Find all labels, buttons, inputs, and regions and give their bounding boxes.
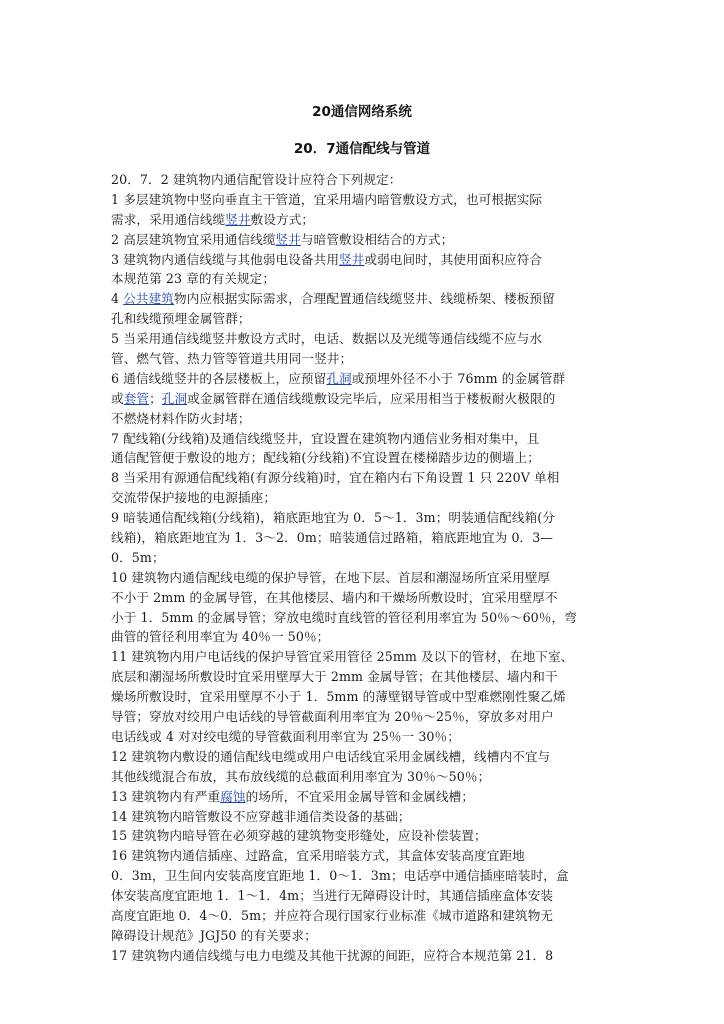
text-line xyxy=(111,508,619,528)
text-segment: 6 通信线缆竖井的各层楼板上，应预留 xyxy=(111,370,327,386)
text-line xyxy=(111,846,619,866)
text-segment: 16 建筑物内通信插座、过路盒，宜采用暗装方式，其盒体安装高度宜距地 xyxy=(111,848,525,864)
text-segment: 交流带保护接地的电源插座； xyxy=(111,490,277,506)
text-segment: 需求，采用通信线缆 xyxy=(111,211,226,227)
text-segment: 燥场所敷设时，宜采用壁厚不小于 1．5mm 的薄壁钢导管或中型难燃刚性聚乙烯 xyxy=(111,689,566,705)
text-segment: 11 建筑物内用户电话线的保护导管宜采用管径 25mm 及以下的管材，在地下室、 xyxy=(111,649,574,665)
text-segment: 的场所，不宜采用金属导管和金属线槽； xyxy=(245,788,475,804)
text-line xyxy=(111,687,619,707)
text-segment: 7 配线箱(分线箱)及通信线缆竖井，宜设置在建筑物内通信业务相对集中，且 xyxy=(111,430,540,446)
text-segment: 体安装高度宜距地 1．1～1．4m；当进行无障碍设计时，其通信插座盒体安装 xyxy=(111,888,554,904)
text-segment: 或预埋外径不小于 76mm 的金属管群 xyxy=(351,370,566,386)
text-segment: 不燃烧材料作防火封堵； xyxy=(111,410,251,426)
text-line xyxy=(111,329,619,349)
text-line xyxy=(111,946,619,966)
text-line xyxy=(111,448,619,468)
text-segment: 敷设方式； xyxy=(250,211,315,227)
text-segment: 管、燃气管、热力管等管道共用同一竖井； xyxy=(111,351,353,367)
keyword-link[interactable]: 竖井 xyxy=(225,211,251,227)
text-line xyxy=(111,190,619,210)
keyword-link[interactable]: 竖井 xyxy=(275,231,301,247)
text-line xyxy=(111,747,619,767)
text-line xyxy=(111,210,619,230)
text-segment: 9 暗装通信配线箱(分线箱)，箱底距地宜为 0．5～1．3m；明装通信配线箱(分 xyxy=(111,510,555,526)
text-segment: 或金属管群在通信线缆敷设完毕后，应采用相当于楼板耐火极限的 xyxy=(187,390,556,406)
text-line xyxy=(111,727,619,747)
text-line xyxy=(111,468,619,488)
text-line xyxy=(111,588,619,608)
text-segment: 本规范第 23 章的有关规定； xyxy=(111,271,276,287)
text-line xyxy=(111,269,619,289)
text-segment: 13 建筑物内有严重 xyxy=(111,788,221,804)
text-segment: 底层和潮湿场所敷设时宜采用壁厚大于 2mm 金属导管；在其他楼层、墙内和干 xyxy=(111,669,558,685)
text-line xyxy=(111,230,619,250)
document-body xyxy=(111,170,619,966)
text-segment: 与暗管敷设相结合的方式； xyxy=(300,231,454,247)
text-line xyxy=(111,309,619,329)
text-line xyxy=(111,667,619,687)
text-segment: 2 高层建筑物宜采用通信线缆 xyxy=(111,231,276,247)
text-segment: 高度宜距地 0．4～0．5m；并应符合现行国家行业标准《城市道路和建筑物无 xyxy=(111,907,554,923)
text-segment: 其他线缆混合布放，其布放线缆的总截面利用率宜为 30％～50％； xyxy=(111,768,491,784)
text-line xyxy=(111,707,619,727)
text-line xyxy=(111,409,619,429)
text-segment: 或弱电间时，其使用面积应符合 xyxy=(364,251,543,267)
text-line xyxy=(111,608,619,628)
text-segment: 1 多层建筑物中竖向垂直主干管道，宜采用墙内暗管敷设方式，也可根据实际 xyxy=(111,191,543,207)
text-line xyxy=(111,627,619,647)
keyword-link[interactable]: 腐蚀 xyxy=(220,788,246,804)
text-segment: ； xyxy=(149,390,162,406)
text-line xyxy=(111,170,619,190)
text-segment: 12 建筑物内敷设的通信配线电缆或用户电话线宜采用金属线槽，线槽内不宜与 xyxy=(111,748,551,764)
text-segment: 导管；穿放对绞用户电话线的导管截面利用率宜为 20％～25％，穿放多对用户 xyxy=(111,709,554,725)
text-segment: 3 建筑物内通信线缆与其他弱电设备共用 xyxy=(111,251,340,267)
text-segment: 14 建筑物内暗管敷设不应穿越非通信类设备的基础； xyxy=(111,808,411,824)
text-line xyxy=(111,349,619,369)
text-line xyxy=(111,866,619,886)
text-segment: 孔和线缆预埋金属管群； xyxy=(111,311,251,327)
text-segment: 4 xyxy=(111,291,124,307)
text-segment: 17 建筑物内通信线缆与电力电缆及其他干扰源的间距，应符合本规范第 21．8 xyxy=(111,947,554,963)
text-segment: 不小于 2mm 的金属导管，在其他楼层、墙内和干燥场所敷设时，宜采用壁厚不 xyxy=(111,589,558,605)
text-line xyxy=(111,289,619,309)
text-segment: 0．3m，卫生间内安装高度宜距地 1．0～1．3m；电话亭中通信插座暗装时，盒 xyxy=(111,868,569,884)
text-line xyxy=(111,926,619,946)
text-line xyxy=(111,548,619,568)
text-line xyxy=(111,807,619,827)
subsection-title: 20．7通信配线与管道 xyxy=(293,141,431,157)
text-line xyxy=(111,488,619,508)
text-line xyxy=(111,826,619,846)
text-line xyxy=(111,429,619,449)
text-line xyxy=(111,568,619,588)
text-segment: 8 当采用有源通信配线箱(有源分线箱)时，宜在箱内右下角设置 1 只 220V 单相 xyxy=(111,470,560,486)
text-line xyxy=(111,647,619,667)
text-line xyxy=(111,389,619,409)
text-line xyxy=(111,886,619,906)
text-segment: 线箱)，箱底距地宜为 1．3～2．0m；暗装通信过路箱，箱底距地宜为 0．3— xyxy=(111,530,554,546)
text-segment: 15 建筑物内暗导管在必须穿越的建筑物变形缝处，应设补偿装置； xyxy=(111,828,487,844)
text-line xyxy=(111,528,619,548)
text-line xyxy=(111,906,619,926)
text-segment: 20．7．2 建筑物内通信配管设计应符合下列规定： xyxy=(111,172,402,187)
text-line xyxy=(111,767,619,787)
text-segment: 10 建筑物内通信配线电缆的保护导管，在地下层、首层和潮湿场所宜采用壁厚 xyxy=(111,569,551,585)
text-segment: 5 当采用通信线缆竖井敷设方式时，电话、数据以及光缆等通信线缆不应与水 xyxy=(111,331,543,347)
text-line xyxy=(111,787,619,807)
keyword-link[interactable]: 套管 xyxy=(123,390,150,406)
keyword-link[interactable]: 孔洞 xyxy=(326,370,352,386)
keyword-link[interactable]: 公共建筑 xyxy=(123,291,174,307)
section-title: 20通信网络系统 xyxy=(312,104,412,120)
text-segment: 通信配管便于敷设的地方；配线箱(分线箱)不宜设置在楼梯踏步边的侧墙上； xyxy=(111,450,540,466)
text-segment: 0．5m； xyxy=(111,549,165,565)
keyword-link[interactable]: 竖井 xyxy=(339,251,365,267)
text-segment: 物内应根据实际需求，合理配置通信线缆竖井、线缆桥架、楼板预留 xyxy=(174,291,555,307)
text-segment: 小于 1．5mm 的金属导管；穿放电缆时直线管的管径利用率宜为 50％～60％，弯 xyxy=(111,609,577,625)
text-segment: 曲管的管径利用率宜为 40％一 50％； xyxy=(111,629,330,645)
text-segment: 障碍设计规范》JGJ50 的有关要求； xyxy=(111,927,317,943)
text-line xyxy=(111,250,619,270)
text-segment: 电话线或 4 对对绞电缆的导管截面利用率宜为 25％一 30％； xyxy=(111,728,460,744)
keyword-link[interactable]: 孔洞 xyxy=(161,390,188,406)
text-line xyxy=(111,369,619,389)
text-segment: 或 xyxy=(111,390,124,406)
